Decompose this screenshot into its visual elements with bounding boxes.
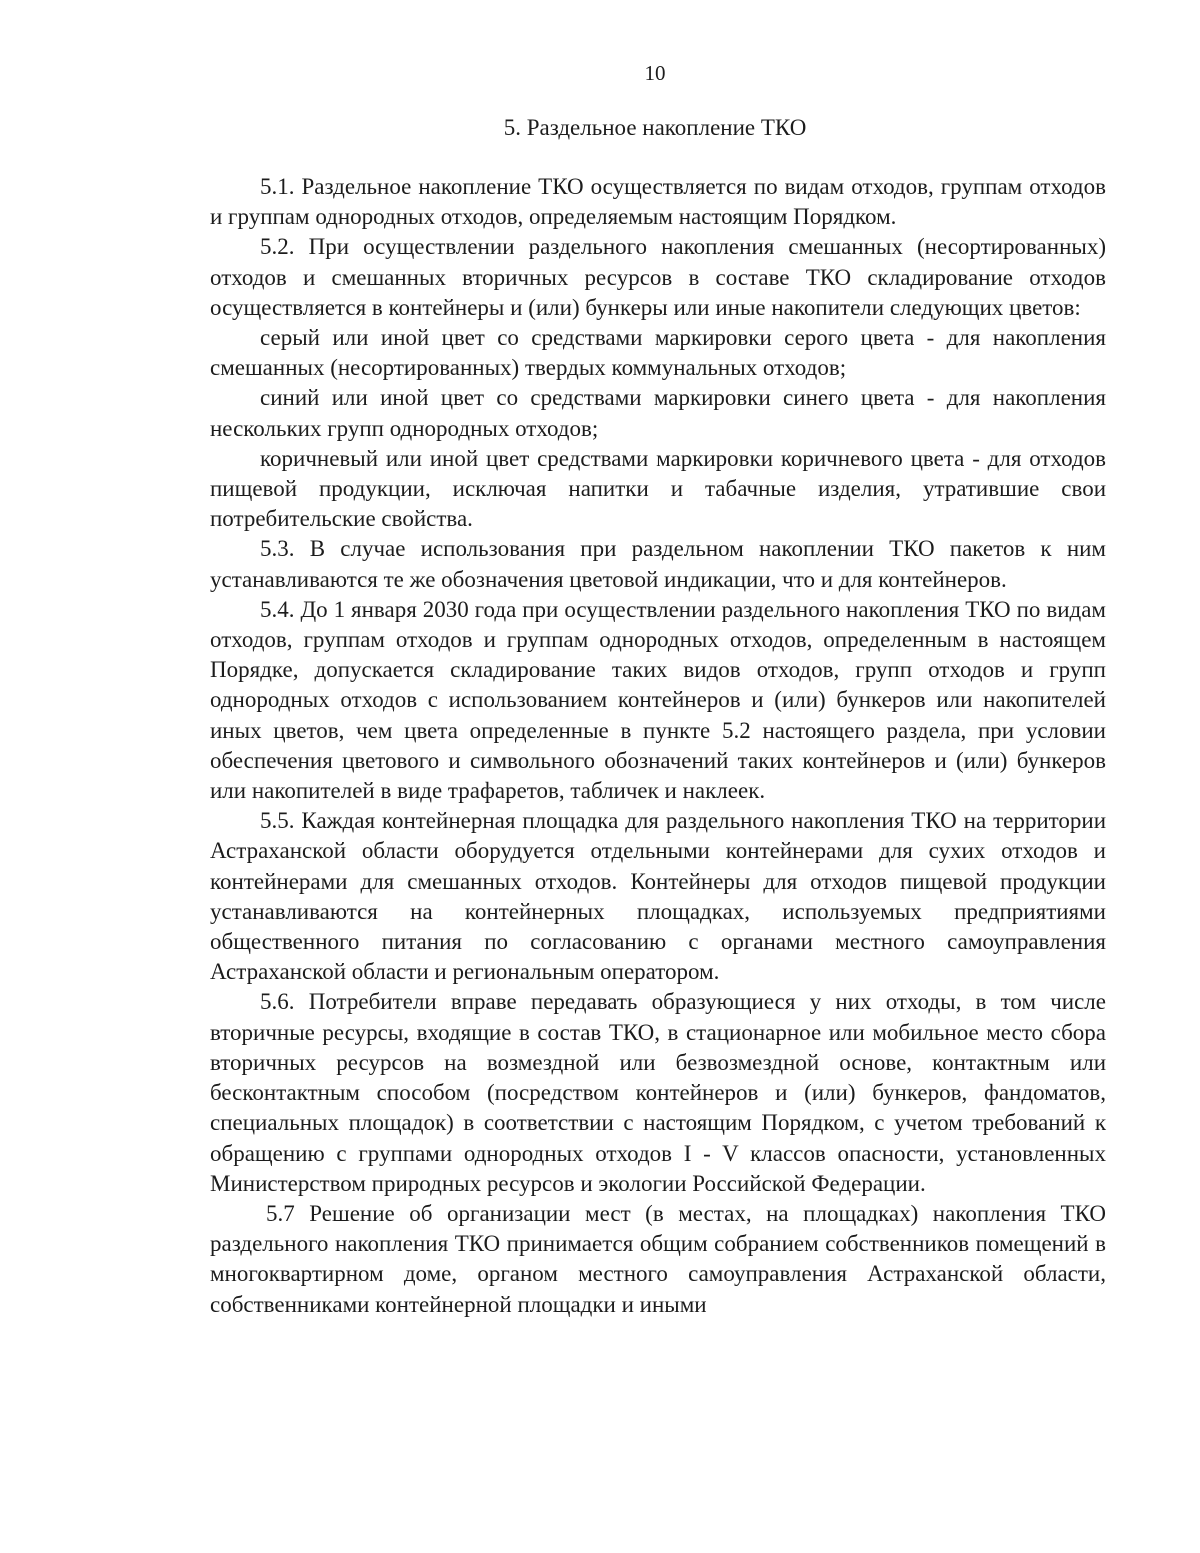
- paragraph-5-7: 5.7 Решение об организации мест (в местах, на площадках) накопления ТКО раздельного накопления ТКО принимается общим собранием собственников помещений в многоквартирном доме, органом местного самоуправления Астраханской области, собственниками контейнерной площадки и иными: [210, 1200, 1106, 1317]
- list-item-gray: серый или иной цвет со средствами маркировки серого цвета - для накопления смешанных (несортированных) твердых коммунальных отходов;: [210, 325, 1106, 381]
- list-item-brown: коричневый или иной цвет средствами маркировки коричневого цвета - для отходов пищевой продукции, исключая напитки и табачные изделия, утратившие свои потребительские свойства.: [210, 445, 1106, 532]
- paragraph-5-4: 5.4. До 1 января 2030 года при осуществлении раздельного накопления ТКО по видам отходов, группам отходов и группам однородных отходов, определенным в настоящем Порядке, допускается складирование таких видов отходов, групп отходов и групп однородных отходов с использованием контейнеров и (или) бункеров или накопителей иных цветов, чем цвета определенные в пункте 5.2 настоящего раздела, при условии обеспечения цветового и символьного обозначений таких контейнеров и (или) бункеров или накопителей в виде трафаретов, табличек и наклеек.: [210, 596, 1106, 804]
- paragraph-5-2: 5.2. При осуществлении раздельного накопления смешанных (несортированных) отходов и смешанных вторичных ресурсов в составе ТКО складирование отходов осуществляется в контейнеры и (или) бункеры или иные накопители следующих цветов:: [210, 234, 1106, 320]
- paragraph-5-3: 5.3. В случае использования при раздельном накоплении ТКО пакетов к ним устанавливаются те же обозначения цветовой индикации, что и для контейнеров.: [210, 536, 1106, 592]
- paragraph-5-5: 5.5. Каждая контейнерная площадка для раздельного накопления ТКО на территории Астраханской области оборудуется отдельными контейнерами для сухих отходов и контейнерами для смешанных отходов. Контейнеры для отходов пищевой продукции устанавливаются на контейнерных площадках, используемых предприятиями общественного питания по согласованию с органами местного самоуправления Астраханской области и региональным оператором.: [210, 808, 1106, 985]
- page-number: 10: [644, 61, 666, 85]
- section-title: 5. Раздельное накопление ТКО: [503, 115, 807, 140]
- document-body: [210, 172, 1106, 1320]
- paragraph-5-6: 5.6. Потребители вправе передавать образующиеся у них отходы, в том числе вторичные ресурсы, входящие в состав ТКО, в стационарное или мобильное место сбора вторичных ресурсов на возмездной или безвозмездной основе, контактным или бесконтактным способом (посредством контейнеров и (или) бункеров, фандоматов, специальных площадок) в соответствии с настоящим Порядком, с учетом требований к обращению с группами однородных отходов I - V классов опасности, установленных Министерством природных ресурсов и экологии Российской Федерации.: [210, 989, 1106, 1196]
- paragraph-5-1: 5.1. Раздельное накопление ТКО осуществляется по видам отходов, группам отходов и группам однородных отходов, определяемым настоящим Порядком.: [210, 174, 1106, 230]
- list-item-blue: синий или иной цвет со средствами маркировки синего цвета - для накопления нескольких групп однородных отходов;: [210, 385, 1106, 441]
